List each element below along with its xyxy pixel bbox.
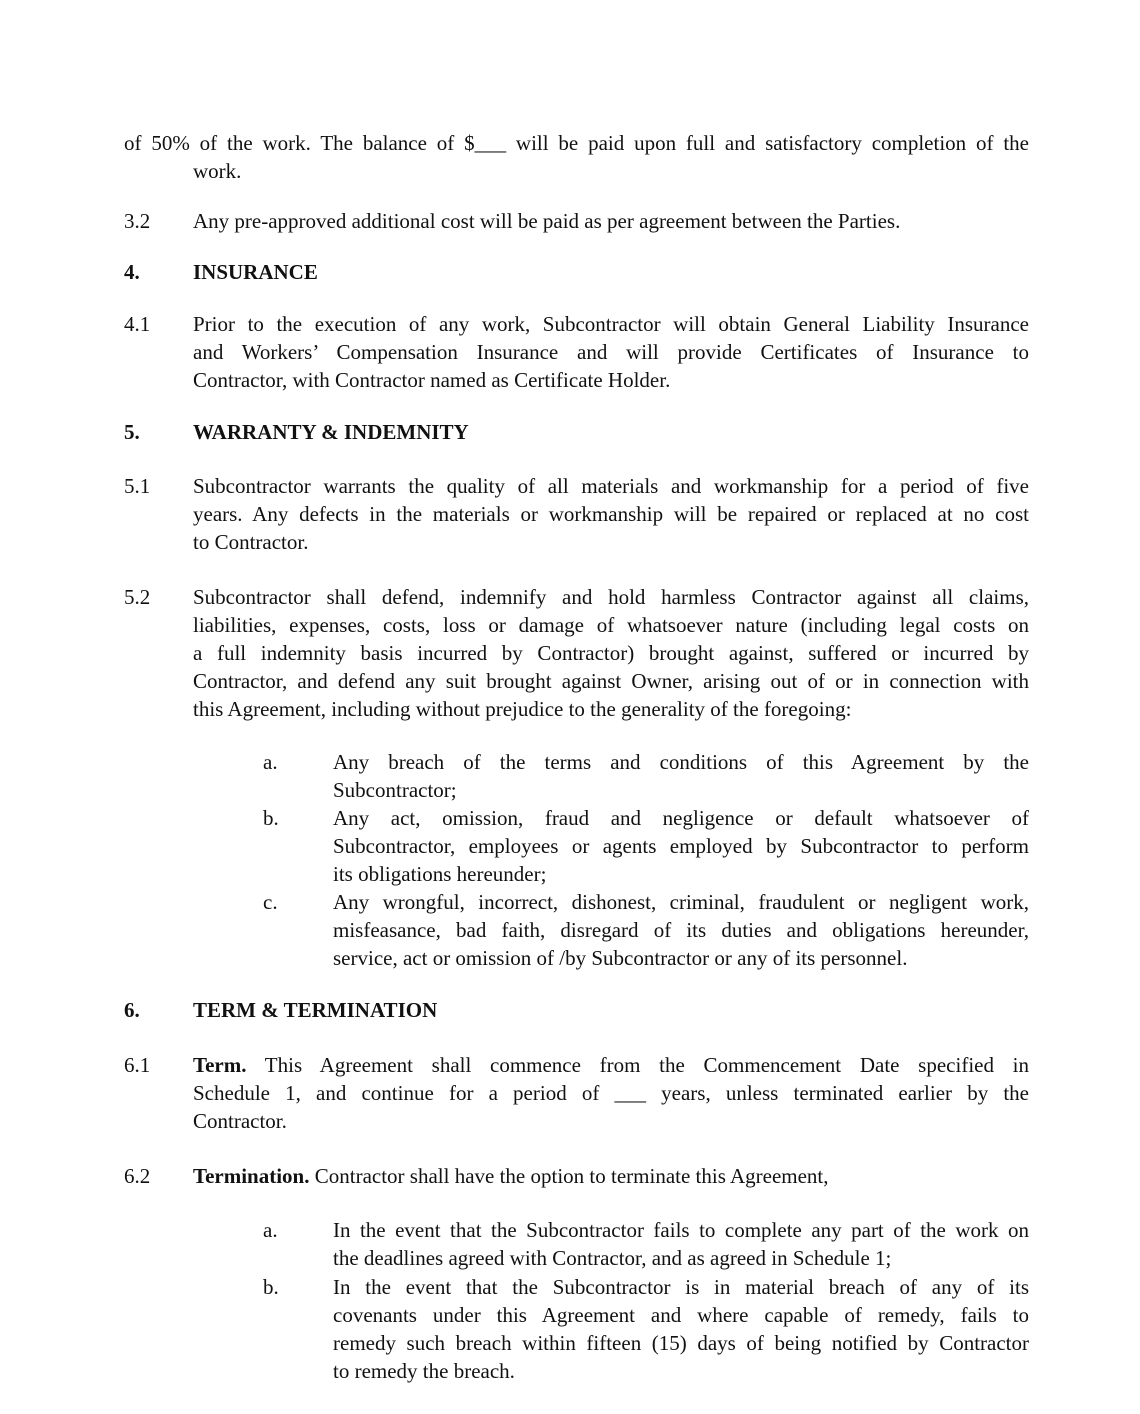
- text-line: Subcontractor, employees or agents employed by Subcontractor to perform: [333, 834, 1029, 858]
- text-line: Any pre-approved additional cost will be paid as per agreement between the Parties.: [193, 209, 901, 233]
- continued-paragraph: [124, 129, 1029, 157]
- section-number: 4.: [124, 260, 140, 284]
- text-line: Contractor.: [193, 1109, 287, 1133]
- text-line: Subcontractor;: [333, 778, 457, 802]
- text-line: service, act or omission of /by Subcontractor or any of its personnel.: [333, 946, 908, 970]
- text-run: This Agreement shall commence from the Commencement Date specified in: [246, 1053, 1029, 1077]
- clause-number: 6.2: [124, 1164, 151, 1188]
- text-line: Schedule 1, and continue for a period of ___ years, unless terminated earlier by the: [193, 1081, 1029, 1105]
- clause-number: 3.2: [124, 209, 151, 233]
- text-line: misfeasance, bad faith, disregard of its duties and obligations hereunder,: [333, 918, 1029, 942]
- clause-number: 6.1: [124, 1053, 151, 1077]
- text-line: of 50% of the work. The balance of $___ will be paid upon full and satisfactory completion of the: [124, 131, 1029, 155]
- text-line: Any wrongful, incorrect, dishonest, criminal, fraudulent or negligent work,: [333, 890, 1029, 914]
- clause-number: 5.1: [124, 474, 151, 498]
- list-item-letter: b.: [263, 1275, 279, 1299]
- clause-5-1-text: [193, 472, 1029, 556]
- text-line: covenants under this Agreement and where capable of remedy, fails to: [333, 1303, 1029, 1327]
- clause-term-label: Term.: [193, 1053, 247, 1077]
- clause-number: 4.1: [124, 312, 151, 336]
- list-item: [333, 1273, 1029, 1385]
- section-heading-term: TERM & TERMINATION: [193, 998, 438, 1022]
- section-number: 5.: [124, 420, 140, 444]
- text-line: Contractor, and defend any suit brought against Owner, arising out of or in connection with: [193, 669, 1029, 693]
- list-item: [333, 804, 1029, 888]
- text-line: In the event that the Subcontractor is in material breach of any of its: [333, 1275, 1029, 1299]
- clause-number: 5.2: [124, 585, 151, 609]
- clause-6-1-text: [193, 1051, 1029, 1135]
- text-line: [193, 1051, 1029, 1079]
- text-line: Any act, omission, fraud and negligence or default whatsoever of: [333, 806, 1029, 830]
- text-run: Contractor shall have the option to terminate this Agreement,: [309, 1164, 829, 1188]
- section-heading-warranty: WARRANTY & INDEMNITY: [193, 420, 469, 444]
- text-line: Contractor, with Contractor named as Certificate Holder.: [193, 368, 671, 392]
- list-item: [333, 1216, 1029, 1272]
- list-item: [333, 888, 1029, 972]
- list-item-letter: a.: [263, 750, 278, 774]
- text-line: Any breach of the terms and conditions of this Agreement by the: [333, 750, 1029, 774]
- text-line: Subcontractor shall defend, indemnify and hold harmless Contractor against all claims,: [193, 585, 1029, 609]
- text-line: years. Any defects in the materials or workmanship will be repaired or replaced at no cost: [193, 502, 1029, 526]
- text-line: Prior to the execution of any work, Subcontractor will obtain General Liability Insurance: [193, 312, 1029, 336]
- clause-5-2-text: [193, 583, 1029, 723]
- text-line: Subcontractor warrants the quality of all materials and workmanship for a period of five: [193, 474, 1029, 498]
- section-number: 6.: [124, 998, 140, 1022]
- text-line: the deadlines agreed with Contractor, and as agreed in Schedule 1;: [333, 1246, 892, 1270]
- text-line: its obligations hereunder;: [333, 862, 547, 886]
- list-item-letter: c.: [263, 890, 278, 914]
- text-line: liabilities, expenses, costs, loss or damage of whatsoever nature (including legal costs on: [193, 613, 1029, 637]
- text-line: and Workers’ Compensation Insurance and will provide Certificates of Insurance to: [193, 340, 1029, 364]
- clause-4-1-text: [193, 310, 1029, 394]
- text-line: to remedy the breach.: [333, 1359, 515, 1383]
- section-heading-insurance: INSURANCE: [193, 260, 318, 284]
- text-line: a full indemnity basis incurred by Contractor) brought against, suffered or incurred by: [193, 641, 1029, 665]
- text-line: In the event that the Subcontractor fails to complete any part of the work on: [333, 1218, 1029, 1242]
- text-line: [193, 1162, 1029, 1190]
- list-item: [333, 748, 1029, 804]
- list-item-letter: a.: [263, 1218, 278, 1242]
- text-line: this Agreement, including without prejudice to the generality of the foregoing:: [193, 697, 852, 721]
- text-line: remedy such breach within fifteen (15) days of being notified by Contractor: [333, 1331, 1029, 1355]
- clause-term-label: Termination.: [193, 1164, 310, 1188]
- list-item-letter: b.: [263, 806, 279, 830]
- text-line: work.: [193, 159, 242, 183]
- continued-paragraph-end: [193, 157, 241, 185]
- clause-3-2-text: [193, 207, 1029, 235]
- text-line: to Contractor.: [193, 530, 309, 554]
- clause-6-2-text: [193, 1162, 1029, 1190]
